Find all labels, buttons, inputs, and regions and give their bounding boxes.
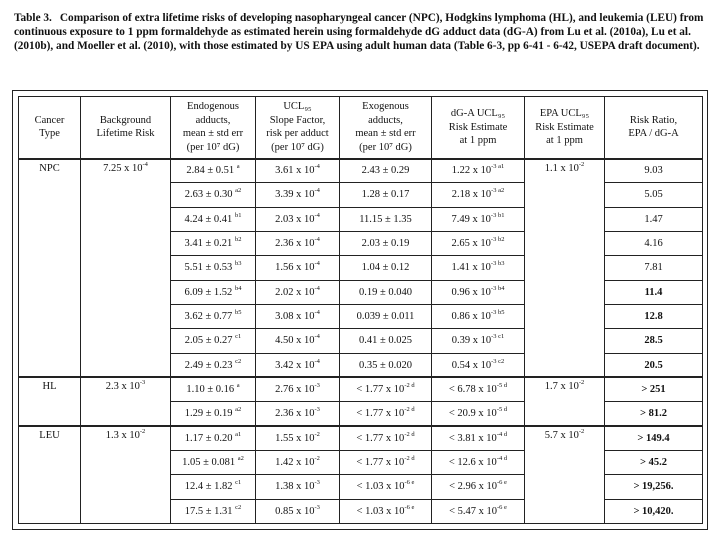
risk-ratio-value: > 19,256.	[633, 481, 674, 493]
slope-factor-cell	[256, 450, 340, 474]
risk-ratio-value: > 81.2	[640, 408, 667, 420]
dga-risk-value: < 3.81 x 10	[448, 433, 497, 445]
header-exogenous-adducts	[340, 97, 432, 159]
slope-factor-value: 3.08 x 10	[275, 311, 315, 323]
risk-ratio-value: 5.05	[644, 189, 663, 201]
risk-comparison-table	[18, 96, 703, 524]
epa-risk-cell	[525, 426, 605, 523]
slope-factor-cell	[256, 402, 340, 426]
exogenous-value: 0.039 ± 0.011	[356, 311, 415, 323]
dga-risk-cell	[432, 256, 525, 280]
exogenous-exponent: -6 e	[404, 479, 415, 487]
exogenous-cell	[340, 353, 432, 377]
risk-ratio-value: 11.4	[644, 286, 663, 298]
risk-ratio-cell	[605, 450, 703, 474]
slope-factor-value: 1.38 x 10	[275, 481, 315, 493]
dga-risk-value: 1.41 x 10	[451, 262, 491, 274]
risk-ratio-cell	[605, 159, 703, 183]
endogenous-cell	[171, 280, 256, 304]
slope-factor-value: 3.39 x 10	[275, 189, 315, 201]
header-risk-ratio	[605, 97, 703, 159]
table-row	[19, 426, 703, 450]
endogenous-footnote: b1	[234, 211, 242, 219]
header-line: adducts,	[368, 114, 403, 126]
endogenous-cell	[171, 304, 256, 328]
endogenous-value: 2.63 ± 0.30	[184, 189, 233, 201]
cancer-type-cell	[19, 159, 81, 378]
risk-ratio-cell	[605, 426, 703, 450]
exogenous-cell	[340, 450, 432, 474]
header-epa-risk-estimate	[525, 97, 605, 159]
endogenous-footnote: b2	[234, 236, 242, 244]
dga-risk-cell	[432, 499, 525, 523]
endogenous-footnote: b3	[234, 260, 242, 268]
exogenous-cell	[340, 183, 432, 207]
risk-ratio-cell	[605, 475, 703, 499]
slope-factor-value: 2.76 x 10	[275, 384, 315, 396]
endogenous-value: 1.17 ± 0.20	[184, 433, 233, 445]
risk-ratio-cell	[605, 377, 703, 401]
risk-ratio-cell	[605, 304, 703, 328]
slope-factor-value: 2.03 x 10	[275, 213, 315, 225]
endogenous-cell	[171, 231, 256, 255]
dga-risk-exponent: -5 d	[496, 382, 508, 390]
slope-factor-exponent: -3	[314, 406, 320, 414]
endogenous-value: 2.05 ± 0.27	[184, 335, 233, 347]
header-line: risk per adduct	[266, 128, 329, 140]
slope-factor-value: 4.50 x 10	[275, 335, 315, 347]
dga-risk-cell	[432, 231, 525, 255]
slope-factor-cell	[256, 183, 340, 207]
epa-risk-exponent: -2	[578, 379, 585, 387]
endogenous-cell	[171, 499, 256, 523]
header-line: (per 10⁷ dG)	[359, 141, 412, 153]
background-risk-exponent: -4	[142, 160, 148, 168]
slope-factor-exponent: -4	[314, 309, 320, 317]
exogenous-exponent: -2 d	[404, 406, 415, 414]
risk-ratio-value: > 251	[641, 384, 666, 396]
header-line: Exogenous	[362, 101, 409, 113]
slope-factor-exponent: -2	[314, 455, 320, 463]
slope-factor-value: 3.42 x 10	[275, 359, 315, 371]
endogenous-footnote: a2	[235, 406, 242, 414]
dga-risk-cell	[432, 475, 525, 499]
dga-risk-value: 0.86 x 10	[451, 311, 491, 323]
header-line: UCL₉₅	[283, 101, 312, 113]
slope-factor-exponent: -4	[314, 284, 320, 292]
epa-risk-value: 5.7 x 10	[544, 430, 579, 442]
slope-factor-value: 1.55 x 10	[275, 433, 315, 445]
slope-factor-exponent: -4	[314, 163, 320, 171]
exogenous-value: 2.43 ± 0.29	[361, 165, 410, 177]
risk-ratio-value: 4.16	[644, 238, 663, 250]
header-line: Risk Estimate	[535, 121, 594, 133]
dga-risk-value: < 20.9 x 10	[448, 408, 497, 420]
background-risk-cell	[81, 426, 171, 523]
endogenous-value: 1.10 ± 0.16	[186, 384, 235, 396]
exogenous-cell	[340, 377, 432, 401]
slope-factor-exponent: -4	[314, 357, 320, 365]
exogenous-value: < 1.77 x 10	[356, 384, 405, 396]
header-line: Lifetime Risk	[96, 128, 155, 140]
header-line: at 1 ppm	[459, 135, 497, 146]
dga-risk-exponent: -5 d	[496, 406, 508, 414]
header-line: Risk Estimate	[448, 121, 508, 133]
exogenous-value: < 1.77 x 10	[356, 433, 405, 445]
background-risk-cell	[81, 159, 171, 378]
exogenous-cell	[340, 207, 432, 231]
endogenous-cell	[171, 377, 256, 401]
table-row	[19, 159, 703, 183]
header-line: Type	[39, 128, 60, 140]
risk-ratio-value: > 45.2	[640, 457, 667, 469]
slope-factor-cell	[256, 329, 340, 353]
endogenous-value: 2.49 ± 0.23	[184, 359, 233, 371]
slope-factor-exponent: -2	[314, 431, 320, 439]
exogenous-exponent: -2 d	[404, 431, 415, 439]
endogenous-value: 1.05 ± 0.081	[182, 457, 236, 469]
risk-ratio-cell	[605, 499, 703, 523]
endogenous-cell	[171, 475, 256, 499]
endogenous-cell	[171, 159, 256, 183]
header-line: (per 10⁷ dG)	[186, 141, 240, 153]
background-risk-value: 7.25 x 10	[103, 162, 143, 174]
slope-factor-exponent: -3	[314, 503, 320, 511]
cancer-type-cell	[19, 377, 81, 426]
exogenous-value: < 1.77 x 10	[356, 408, 405, 420]
exogenous-cell	[340, 280, 432, 304]
risk-ratio-value: > 10,420.	[633, 505, 674, 517]
header-line: dG-A UCL₉₅	[450, 108, 506, 119]
header-cancer-type	[19, 97, 81, 159]
exogenous-cell	[340, 159, 432, 183]
dga-risk-exponent: -3 b2	[490, 236, 505, 244]
exogenous-value: 1.04 ± 0.12	[361, 262, 410, 274]
exogenous-value: 1.28 ± 0.17	[361, 189, 410, 201]
dga-risk-exponent: -3 c2	[491, 357, 505, 365]
header-line: adducts,	[195, 114, 231, 126]
epa-risk-cell	[525, 377, 605, 426]
endogenous-value: 5.51 ± 0.53	[184, 262, 233, 274]
dga-risk-exponent: -3 b5	[490, 309, 505, 317]
dga-risk-cell	[432, 426, 525, 450]
dga-risk-exponent: -6 e	[496, 479, 507, 487]
slope-factor-cell	[256, 280, 340, 304]
risk-ratio-cell	[605, 280, 703, 304]
dga-risk-exponent: -6 e	[496, 503, 507, 511]
header-line: EPA UCL₉₅	[539, 108, 590, 119]
endogenous-value: 1.29 ± 0.19	[184, 408, 233, 420]
background-risk-value: 2.3 x 10	[105, 381, 140, 393]
risk-ratio-value: 20.5	[644, 359, 663, 371]
slope-factor-cell	[256, 231, 340, 255]
header-dga-risk-estimate	[432, 97, 525, 159]
exogenous-exponent: -2 d	[404, 382, 415, 390]
slope-factor-value: 2.02 x 10	[275, 286, 315, 298]
exogenous-value: < 1.03 x 10	[356, 505, 405, 517]
slope-factor-cell	[256, 304, 340, 328]
dga-risk-cell	[432, 207, 525, 231]
dga-risk-exponent: -3 c1	[491, 333, 505, 341]
exogenous-value: 0.19 ± 0.040	[358, 286, 412, 298]
exogenous-cell	[340, 304, 432, 328]
background-risk-value: 1.3 x 10	[105, 430, 140, 442]
background-risk-exponent: -2	[139, 428, 146, 436]
slope-factor-exponent: -4	[314, 187, 320, 195]
risk-ratio-value: 12.8	[644, 311, 663, 323]
exogenous-exponent: -6 e	[404, 503, 415, 511]
risk-ratio-value: > 149.4	[637, 433, 670, 445]
epa-risk-value: 1.7 x 10	[544, 381, 579, 393]
slope-factor-value: 2.36 x 10	[275, 238, 315, 250]
exogenous-cell	[340, 256, 432, 280]
endogenous-footnote: a	[236, 382, 240, 390]
dga-risk-value: 0.39 x 10	[451, 335, 492, 347]
risk-ratio-cell	[605, 207, 703, 231]
risk-ratio-cell	[605, 353, 703, 377]
slope-factor-value: 0.85 x 10	[275, 505, 315, 517]
header-line: mean ± std err	[182, 128, 244, 140]
risk-ratio-cell	[605, 329, 703, 353]
slope-factor-exponent: -4	[314, 211, 320, 219]
endogenous-footnote: a2	[237, 455, 244, 463]
slope-factor-cell	[256, 475, 340, 499]
exogenous-value: < 1.03 x 10	[356, 481, 405, 493]
endogenous-cell	[171, 353, 256, 377]
cancer-type-cell	[19, 426, 81, 523]
endogenous-cell	[171, 329, 256, 353]
endogenous-footnote: a2	[235, 187, 242, 195]
header-line: Background	[99, 114, 152, 126]
slope-factor-exponent: -3	[314, 479, 320, 487]
exogenous-value: 0.41 ± 0.025	[358, 335, 412, 347]
header-slope-factor	[256, 97, 340, 159]
table-caption-text: Comparison of extra lifetime risks of developing nasopharyngeal cancer (NPC), Hodgkins lymphoma (HL), and leukemia (LEU) from continuous exposure to 1 ppm formaldehyde as estimated herein using formaldehyde dG adduct data (dG-A) from Lu et al. (2010a), Lu et al. (2010b), and Moeller et al. (2010), with those estimated by US EPA using adult human data (Table 6-3, pp 6-41 - 6-42, USEPA draft document).	[14, 12, 704, 52]
dga-risk-cell	[432, 402, 525, 426]
endogenous-cell	[171, 256, 256, 280]
header-line: mean ± std err	[355, 128, 416, 140]
epa-risk-exponent: -2	[578, 160, 585, 168]
background-risk-cell	[81, 377, 171, 426]
risk-ratio-cell	[605, 402, 703, 426]
dga-risk-value: 1.22 x 10	[451, 165, 492, 177]
header-row	[19, 97, 703, 159]
dga-risk-exponent: -3 b1	[490, 211, 505, 219]
endogenous-value: 3.41 ± 0.21	[184, 238, 233, 250]
header-background-risk	[81, 97, 171, 159]
endogenous-footnote: b5	[234, 309, 242, 317]
dga-risk-value: < 6.78 x 10	[448, 384, 497, 396]
risk-ratio-value: 9.03	[644, 165, 663, 177]
risk-ratio-cell	[605, 256, 703, 280]
dga-risk-cell	[432, 280, 525, 304]
dga-risk-value: 0.54 x 10	[451, 359, 492, 371]
header-line: Slope Factor,	[269, 114, 326, 126]
header-line: Risk Ratio,	[629, 114, 678, 126]
endogenous-footnote: c2	[235, 357, 242, 365]
epa-risk-exponent: -2	[578, 428, 585, 436]
exogenous-value: 0.35 ± 0.020	[358, 359, 412, 371]
endogenous-footnote: c1	[235, 333, 242, 341]
dga-risk-cell	[432, 304, 525, 328]
exogenous-cell	[340, 402, 432, 426]
exogenous-value: < 1.77 x 10	[356, 457, 405, 469]
slope-factor-value: 1.42 x 10	[275, 457, 315, 469]
endogenous-value: 12.4 ± 1.82	[184, 481, 233, 493]
dga-risk-exponent: -3 b4	[490, 284, 505, 292]
header-line: Cancer	[34, 114, 65, 126]
slope-factor-exponent: -3	[314, 382, 320, 390]
background-risk-exponent: -3	[139, 379, 146, 387]
header-line: at 1 ppm	[546, 135, 583, 146]
header-line: EPA / dG-A	[628, 128, 679, 140]
header-line: (per 10⁷ dG)	[271, 141, 324, 153]
header-endogenous-adducts	[171, 97, 256, 159]
exogenous-cell	[340, 499, 432, 523]
slope-factor-cell	[256, 159, 340, 183]
risk-ratio-value: 28.5	[644, 335, 663, 347]
endogenous-value: 2.84 ± 0.51	[186, 165, 235, 177]
endogenous-value: 6.09 ± 1.52	[184, 286, 233, 298]
dga-risk-cell	[432, 353, 525, 377]
dga-risk-exponent: -4 d	[496, 431, 508, 439]
header-line: Endogenous	[187, 101, 239, 113]
slope-factor-cell	[256, 499, 340, 523]
dga-risk-cell	[432, 159, 525, 183]
slope-factor-value: 2.36 x 10	[275, 408, 315, 420]
slope-factor-cell	[256, 426, 340, 450]
slope-factor-exponent: -4	[314, 236, 320, 244]
endogenous-footnote: a	[236, 163, 240, 171]
exogenous-cell	[340, 426, 432, 450]
dga-risk-exponent: -3 b3	[490, 260, 505, 268]
dga-risk-exponent: -3 a2	[491, 187, 505, 195]
slope-factor-cell	[256, 207, 340, 231]
slope-factor-value: 1.56 x 10	[275, 262, 315, 274]
endogenous-footnote: c2	[235, 503, 242, 511]
table-row	[19, 377, 703, 401]
table-caption-label: Table 3.	[14, 12, 52, 24]
dga-risk-cell	[432, 329, 525, 353]
dga-risk-value: 0.96 x 10	[451, 286, 491, 298]
exogenous-cell	[340, 231, 432, 255]
endogenous-cell	[171, 450, 256, 474]
risk-ratio-cell	[605, 183, 703, 207]
slope-factor-cell	[256, 353, 340, 377]
slope-factor-exponent: -4	[314, 260, 320, 268]
table-body	[19, 159, 703, 524]
slope-factor-exponent: -4	[314, 333, 320, 341]
exogenous-exponent: -2 d	[404, 455, 415, 463]
dga-risk-exponent: -4 d	[496, 455, 508, 463]
endogenous-cell	[171, 402, 256, 426]
exogenous-value: 2.03 ± 0.19	[361, 238, 410, 250]
risk-ratio-value: 7.81	[644, 262, 663, 274]
endogenous-footnote: b4	[234, 284, 242, 292]
risk-ratio-value: 1.47	[644, 213, 663, 225]
dga-risk-value: 2.18 x 10	[451, 189, 492, 201]
exogenous-cell	[340, 329, 432, 353]
endogenous-value: 3.62 ± 0.77	[184, 311, 233, 323]
endogenous-footnote: a1	[235, 431, 242, 439]
dga-risk-exponent: -3 a1	[491, 163, 505, 171]
risk-ratio-cell	[605, 231, 703, 255]
dga-risk-cell	[432, 450, 525, 474]
dga-risk-value: < 2.96 x 10	[449, 481, 497, 493]
epa-risk-cell	[525, 159, 605, 378]
slope-factor-value: 3.61 x 10	[275, 165, 315, 177]
endogenous-cell	[171, 183, 256, 207]
cancer-type-value: LEU	[39, 430, 60, 442]
endogenous-value: 17.5 ± 1.31	[184, 505, 233, 517]
dga-risk-value: 7.49 x 10	[451, 213, 491, 225]
dga-risk-cell	[432, 377, 525, 401]
dga-risk-cell	[432, 183, 525, 207]
cancer-type-value: NPC	[39, 162, 60, 174]
endogenous-footnote: c1	[235, 479, 242, 487]
slope-factor-cell	[256, 256, 340, 280]
table-caption	[14, 11, 714, 53]
slope-factor-cell	[256, 377, 340, 401]
cancer-type-value: HL	[42, 381, 57, 393]
endogenous-cell	[171, 207, 256, 231]
dga-risk-value: 2.65 x 10	[451, 238, 491, 250]
endogenous-value: 4.24 ± 0.41	[184, 213, 233, 225]
exogenous-cell	[340, 475, 432, 499]
epa-risk-value: 1.1 x 10	[544, 162, 579, 174]
dga-risk-value: < 5.47 x 10	[449, 505, 497, 517]
dga-risk-value: < 12.6 x 10	[448, 457, 497, 469]
endogenous-cell	[171, 426, 256, 450]
exogenous-value: 11.15 ± 1.35	[359, 213, 412, 225]
